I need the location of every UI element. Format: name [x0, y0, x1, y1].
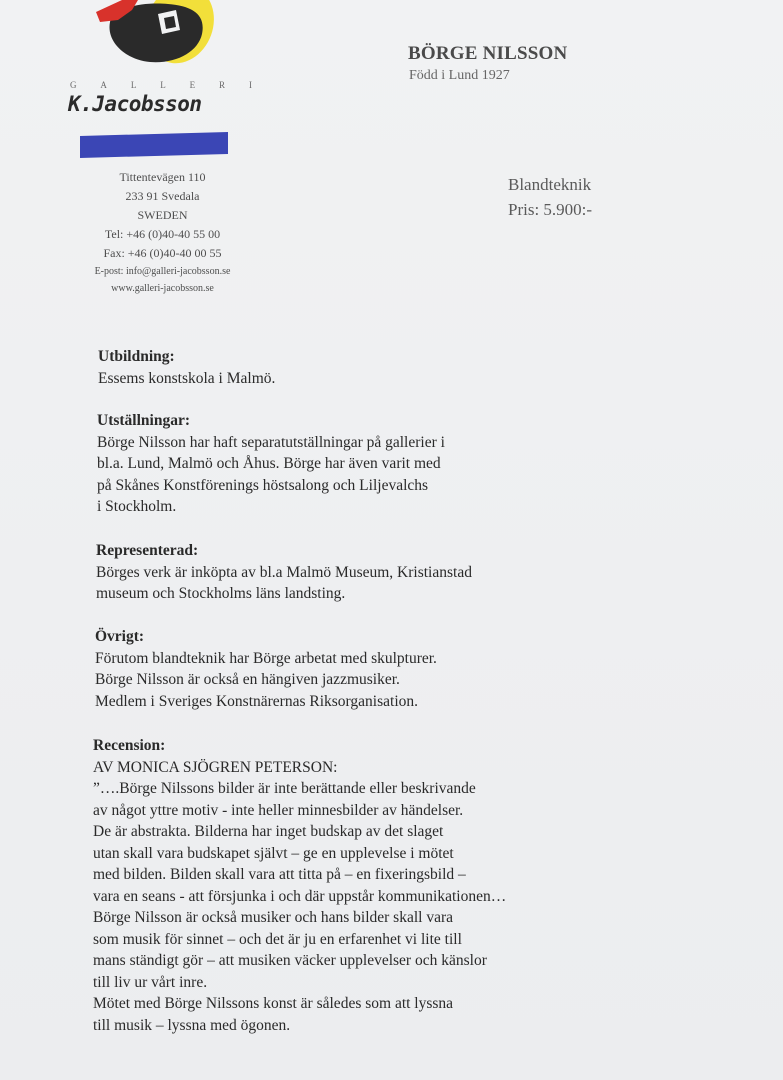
galleri-letter: L	[130, 80, 137, 90]
section-line: Medlem i Sveriges Konstnärernas Riksorganisation.	[95, 692, 419, 710]
review-author: AV MONICA SJÖGREN PETERSON:	[93, 758, 338, 776]
address-street: Tittentevägen 110	[119, 170, 206, 184]
section-heading: Representerad:	[96, 542, 199, 559]
section-line: på Skånes Konstförenings höstsalong och Liljevalchs	[97, 476, 429, 494]
galleri-letter: G	[70, 80, 77, 90]
section-line: som musik för sinnet – och det är ju en erfarenhet vi lite till	[93, 930, 462, 948]
galleri-letter: E	[189, 80, 196, 90]
section-line: Börge Nilsson är också musiker och hans bilder skall vara	[93, 909, 454, 926]
section-line: Mötet med Börge Nilssons konst är således som att lyssna	[93, 995, 454, 1012]
section-heading: Recension:	[93, 737, 166, 754]
section-representerad	[96, 540, 472, 605]
section-utbildning	[98, 346, 275, 389]
gallery-name: K.Jacobsson	[68, 92, 202, 116]
section-line: museum och Stockholms läns landsting.	[96, 585, 346, 602]
artist-name: BÖRGE NILSSON	[408, 43, 568, 64]
section-line: ”….Börge Nilssons bilder är inte berättande eller beskrivande	[93, 780, 476, 797]
section-ovrigt	[95, 626, 437, 712]
section-line: Essems konstskola i Malmö.	[98, 369, 276, 387]
section-line: i Stockholm.	[97, 498, 177, 515]
artwork-price: Pris: 5.900:-	[508, 200, 593, 219]
section-line: till musik – lyssna med ögonen.	[93, 1016, 291, 1034]
section-utstallningar	[97, 410, 445, 518]
artist-born: Född i Lund 1927	[409, 68, 510, 83]
gallery-address	[50, 168, 275, 297]
section-line: utan skall vara budskapet självt – ge en upplevelse i mötet	[93, 844, 454, 862]
section-line: Börges verk är inköpta av bl.a Malmö Museum, Kristianstad	[96, 563, 472, 581]
galleri-letter: A	[100, 80, 107, 90]
address-email: E-post: info@galleri-jacobsson.se	[94, 266, 231, 277]
artwork-technique: Blandteknik	[508, 175, 592, 194]
section-recension	[93, 735, 506, 1036]
address-postal: 233 91 Svedala	[125, 189, 200, 203]
galleri-letter: R	[219, 80, 226, 90]
galleri-wordmark	[70, 80, 252, 90]
address-tel: Tel: +46 (0)40-40 55 00	[104, 227, 221, 241]
section-line: De är abstrakta. Bilderna har inget budskap av det slaget	[93, 823, 444, 840]
section-line: bl.a. Lund, Malmö och Åhus. Börge har även varit med	[97, 455, 441, 472]
section-line: vara en seans - att försjunka i och där uppstår kommunikationen…	[93, 887, 507, 905]
address-web: www.galleri-jacobsson.se	[111, 283, 214, 294]
section-line: med bilden. Bilden skall vara att titta på – en fixeringsbild –	[93, 866, 466, 883]
section-line: av något yttre motiv - inte heller minnesbilder av händelser.	[93, 801, 464, 819]
section-line: Förutom blandteknik har Börge arbetat med skulpturer.	[95, 649, 437, 667]
galleri-letter: L	[160, 80, 166, 90]
galleri-letter: I	[248, 80, 252, 90]
section-line: till liv ur vårt inre.	[93, 973, 208, 991]
gallery-logo	[60, 0, 260, 165]
address-country: SWEDEN	[137, 208, 188, 222]
section-heading: Utbildning:	[98, 348, 175, 365]
section-heading: Utställningar:	[97, 412, 190, 429]
section-line: Börge Nilsson är också en hängiven jazzmusiker.	[95, 671, 400, 688]
logo-blue-bar	[80, 132, 228, 158]
gallery-logo-mark-icon	[92, 0, 222, 74]
section-line: Börge Nilsson har haft separatutställningar på gallerier i	[97, 433, 445, 451]
section-line: mans ständigt gör – att musiken väcker upplevelser och känslor	[93, 952, 487, 969]
section-heading: Övrigt:	[95, 628, 145, 645]
address-fax: Fax: +46 (0)40-40 00 55	[103, 246, 222, 260]
